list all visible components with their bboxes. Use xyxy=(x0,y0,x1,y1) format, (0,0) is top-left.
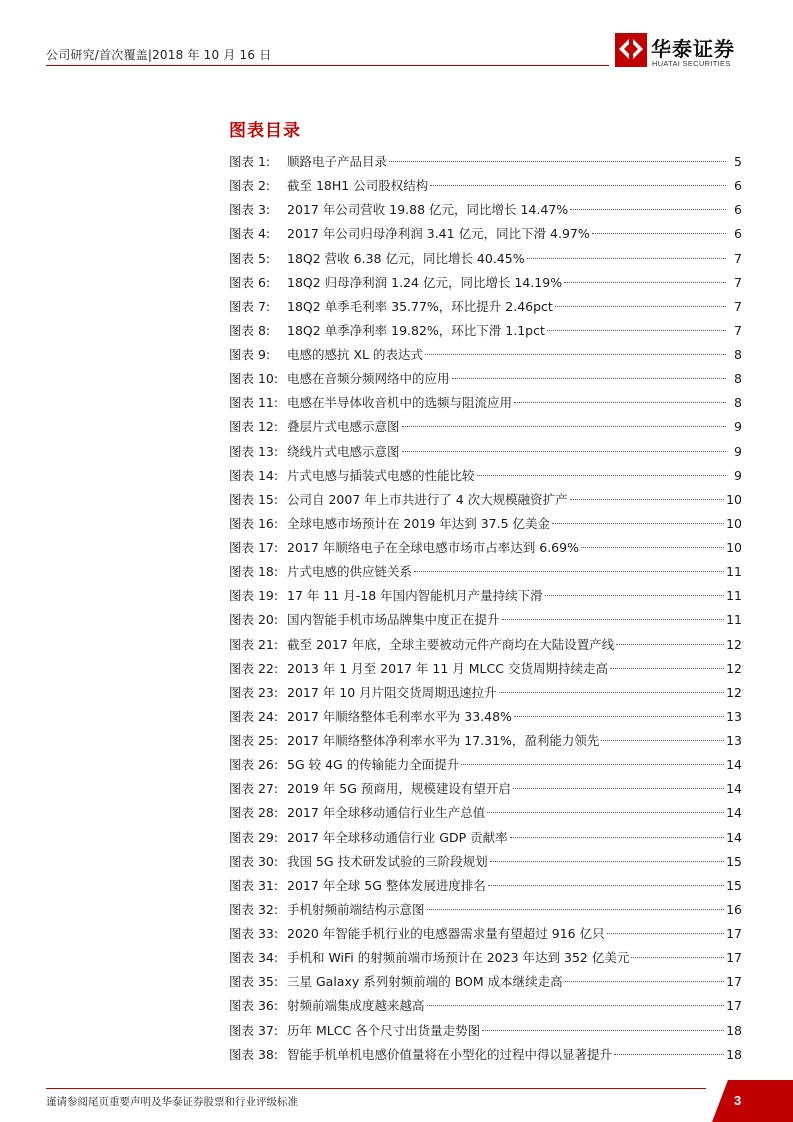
toc-entry-page: 8 xyxy=(734,395,742,411)
toc-entry-title: 全球电感市场预计在 2019 年达到 37.5 亿美金 xyxy=(287,515,551,531)
toc-dot-leader xyxy=(402,425,726,427)
toc-entry-label: 图表 28: xyxy=(229,805,279,821)
toc-entry-label: 图表 33: xyxy=(229,926,279,941)
toc-entry-title: 2017 年公司归母净利润 3.41 亿元，同比下滑 4.97% xyxy=(287,226,590,242)
toc-dot-leader xyxy=(547,329,726,331)
toc-entry-label: 图表 14: xyxy=(229,467,279,483)
toc-entry-page: 17 xyxy=(726,974,742,990)
toc-entry[interactable] xyxy=(229,681,742,705)
toc-entry-page: 9 xyxy=(734,467,742,483)
toc-entry-title: 历年 MLCC 各个尺寸出货量走势图 xyxy=(287,1022,481,1038)
toc-dot-leader xyxy=(570,498,724,500)
toc-dot-leader xyxy=(427,1004,725,1006)
toc-entry-page: 8 xyxy=(734,347,742,362)
toc-entry[interactable] xyxy=(229,247,742,271)
toc-dot-leader xyxy=(513,787,724,789)
toc-entry-label: 图表 34: xyxy=(229,950,279,966)
toc-dot-leader xyxy=(482,1029,724,1031)
toc-dot-leader xyxy=(425,353,726,355)
toc-entry-page: 18 xyxy=(726,1046,742,1062)
toc-entry-title: 18Q2 营收 6.38 亿元，同比增长 40.45% xyxy=(287,250,525,266)
toc-entry-title: 电感在半导体收音机中的选频与阻流应用 xyxy=(287,395,513,411)
toc-entry-label: 图表 35: xyxy=(229,974,279,990)
logo-english-name: HUATAI SECURITIES xyxy=(652,59,731,68)
toc-entry-page: 10 xyxy=(726,491,742,507)
toc-dot-leader xyxy=(564,281,726,283)
toc-entry-label: 图表 23: xyxy=(229,684,279,700)
footer-disclaimer: 谨请参阅尾页重要声明及华泰证券股票和行业评级标准 xyxy=(46,1096,298,1108)
toc-entry-title: 电感的感抗 XL 的表达式 xyxy=(287,347,423,362)
toc-entry-title: 公司自 2007 年上市共进行了 4 次大规模融资扩产 xyxy=(287,491,568,507)
toc-entry-title: 截至 18H1 公司股权结构 xyxy=(287,178,429,194)
toc-entry-title: 18Q2 单季毛利率 35.77%，环比提升 2.46pct xyxy=(287,298,553,314)
toc-entry-label: 图表 9: xyxy=(229,347,271,362)
toc-entry[interactable] xyxy=(229,512,742,536)
toc-dot-leader xyxy=(545,594,724,596)
toc-entry-title: 片式电感的供应链关系 xyxy=(287,564,413,580)
toc-entry[interactable] xyxy=(229,367,742,391)
toc-entry-label: 图表 38: xyxy=(229,1046,279,1062)
toc-entry-title: 2017 年顺络整体毛利率水平为 33.48% xyxy=(287,708,512,724)
toc-entry-page: 8 xyxy=(734,371,742,387)
toc-entry-title: 2017 年公司营收 19.88 亿元，同比增长 14.47% xyxy=(287,202,569,218)
toc-entry-label: 图表 5: xyxy=(229,250,271,266)
toc-entry-page: 7 xyxy=(734,322,742,338)
toc-dot-leader xyxy=(555,305,726,307)
toc-entry[interactable] xyxy=(229,440,742,464)
toc-dot-leader xyxy=(565,980,724,982)
toc-entry-title: 叠层片式电感示意图 xyxy=(287,419,400,435)
toc-entry-label: 图表 11: xyxy=(229,395,279,411)
toc-entry[interactable] xyxy=(229,657,742,681)
toc-entry[interactable] xyxy=(229,415,742,439)
toc-entry-title: 射频前端集成度越来越高 xyxy=(287,998,425,1014)
toc-entry-title: 2017 年全球移动通信行业生产总值 xyxy=(287,805,486,821)
toc-entry[interactable] xyxy=(229,608,742,632)
toc-entry-page: 11 xyxy=(726,564,742,580)
toc-entry[interactable] xyxy=(229,391,742,415)
toc-entry-title: 截至 2017 年底，全球主要被动元件产商均在大陆设置产线 xyxy=(287,636,615,652)
toc-dot-leader xyxy=(514,715,724,717)
toc-entry-page: 13 xyxy=(726,708,742,724)
toc-dot-leader xyxy=(607,932,725,934)
toc-entry[interactable] xyxy=(229,777,742,801)
toc-dot-leader xyxy=(488,884,724,886)
toc-entry-label: 图表 26: xyxy=(229,757,279,773)
toc-entry-label: 图表 20: xyxy=(229,612,279,628)
toc-entry-page: 15 xyxy=(726,853,742,869)
toc-entry-label: 图表 21: xyxy=(229,636,279,652)
toc-entry-page: 6 xyxy=(734,178,742,194)
toc-entry-label: 图表 25: xyxy=(229,733,279,748)
toc-entry[interactable] xyxy=(229,874,742,898)
toc-entry-title: 绕线片式电感示意图 xyxy=(287,443,400,459)
toc-entry[interactable] xyxy=(229,729,742,753)
toc-entry-page: 16 xyxy=(726,901,742,917)
footer-divider xyxy=(46,1088,706,1089)
toc-dot-leader xyxy=(592,232,726,234)
toc-entry-label: 图表 29: xyxy=(229,829,279,845)
toc-entry[interactable] xyxy=(229,826,742,850)
toc-entry[interactable] xyxy=(229,343,742,367)
toc-entry[interactable] xyxy=(229,898,742,922)
toc-entry-page: 10 xyxy=(726,540,742,555)
toc-entry-page: 17 xyxy=(726,998,742,1014)
toc-entry-title: 智能手机单机电感价值量将在小型化的过程中得以显著提升 xyxy=(287,1046,613,1062)
toc-entry-title: 18Q2 归母净利润 1.24 亿元，同比增长 14.19% xyxy=(287,274,563,290)
toc-dot-leader xyxy=(499,691,724,693)
page-number-tab xyxy=(712,1080,793,1122)
toc-entry-title: 2017 年顺络电子在全球电感市场市占率达到 6.69% xyxy=(287,540,579,555)
toc-entry[interactable] xyxy=(229,319,742,343)
toc-entry-page: 10 xyxy=(726,515,742,531)
toc-entry[interactable] xyxy=(229,488,742,512)
toc-entry-title: 我国 5G 技术研发试验的三阶段规划 xyxy=(287,853,488,869)
toc-entry-label: 图表 24: xyxy=(229,708,279,724)
toc-entry-page: 12 xyxy=(726,660,742,676)
toc-entry-title: 电感在音频分频网络中的应用 xyxy=(287,371,450,387)
toc-entry-title: 5G 较 4G 的传输能力全面提升 xyxy=(287,757,460,773)
toc-entry-title: 片式电感与插装式电感的性能比较 xyxy=(287,467,475,483)
toc-entry-label: 图表 15: xyxy=(229,491,279,507)
toc-entry-page: 9 xyxy=(734,419,742,435)
toc-dot-leader xyxy=(389,160,726,162)
toc-entry-page: 7 xyxy=(734,250,742,266)
toc-entry[interactable] xyxy=(229,295,742,319)
toc-entry-label: 图表 2: xyxy=(229,178,271,194)
toc-entry-label: 图表 4: xyxy=(229,226,271,242)
toc-entry-title: 手机和 WiFi 的射频前端市场预计在 2023 年达到 352 亿美元 xyxy=(287,950,630,966)
toc-entry-page: 15 xyxy=(726,877,742,893)
header-breadcrumb: 公司研究/首次覆盖|2018 年 10 月 16 日 xyxy=(46,48,272,62)
toc-entry[interactable] xyxy=(229,536,742,560)
toc-entry[interactable] xyxy=(229,584,742,608)
toc-entry-page: 14 xyxy=(726,805,742,821)
toc-entry[interactable] xyxy=(229,222,742,246)
toc-entry-label: 图表 36: xyxy=(229,998,279,1014)
toc-dot-leader xyxy=(487,811,724,813)
toc-dot-leader xyxy=(552,522,724,524)
toc-entry-page: 14 xyxy=(726,781,742,797)
toc-dot-leader xyxy=(477,474,726,476)
toc-entry-page: 11 xyxy=(726,588,742,604)
toc-entry-page: 11 xyxy=(726,612,742,628)
toc-dot-leader xyxy=(631,956,724,958)
toc-entry[interactable] xyxy=(229,150,742,174)
toc-entry-label: 图表 17: xyxy=(229,540,279,555)
toc-entry-page: 9 xyxy=(734,443,742,459)
toc-entry-page: 6 xyxy=(734,202,742,218)
toc-entry[interactable] xyxy=(229,705,742,729)
toc-entry-label: 图表 8: xyxy=(229,322,271,338)
toc-entry[interactable] xyxy=(229,850,742,874)
toc-entry-label: 图表 10: xyxy=(229,371,279,387)
toc-entry-page: 7 xyxy=(734,274,742,290)
toc-entry[interactable] xyxy=(229,464,742,488)
toc-dot-leader xyxy=(527,257,726,259)
toc-entry-page: 6 xyxy=(734,226,742,242)
toc-entry-title: 17 年 11 月-18 年国内智能机月产量持续下滑 xyxy=(287,588,543,604)
toc-dot-leader xyxy=(581,546,724,548)
toc-entry-label: 图表 22: xyxy=(229,660,279,676)
toc-entry-label: 图表 1: xyxy=(229,154,271,169)
toc-entry-title: 2019 年 5G 预商用，规模建设有望开启 xyxy=(287,781,511,797)
toc-entry-title: 三星 Galaxy 系列射频前端的 BOM 成本继续走高 xyxy=(287,974,563,990)
header-divider xyxy=(46,65,609,66)
table-of-figures xyxy=(229,150,742,1067)
toc-entry-title: 国内智能手机市场品牌集中度正在提升 xyxy=(287,612,500,628)
toc-entry-page: 17 xyxy=(726,950,742,966)
logo-chinese-name: 华泰证券 xyxy=(651,37,735,61)
toc-dot-leader xyxy=(601,739,724,741)
toc-entry-page: 12 xyxy=(726,636,742,652)
toc-entry-page: 5 xyxy=(734,154,742,169)
toc-dot-leader xyxy=(430,184,726,186)
toc-entry-label: 图表 30: xyxy=(229,853,279,869)
toc-entry-page: 18 xyxy=(726,1022,742,1038)
toc-entry[interactable] xyxy=(229,946,742,970)
toc-dot-leader xyxy=(616,643,724,645)
huatai-logo-icon xyxy=(615,33,647,67)
toc-entry-label: 图表 3: xyxy=(229,202,271,218)
toc-dot-leader xyxy=(490,860,725,862)
toc-entry-page: 17 xyxy=(726,926,742,941)
toc-entry-page: 14 xyxy=(726,829,742,845)
toc-dot-leader xyxy=(414,570,724,572)
toc-entry-label: 图表 7: xyxy=(229,298,271,314)
toc-dot-leader xyxy=(452,377,726,379)
toc-entry[interactable] xyxy=(229,271,742,295)
toc-entry[interactable] xyxy=(229,198,742,222)
toc-entry-title: 手机射频前端结构示意图 xyxy=(287,901,425,917)
toc-entry-label: 图表 32: xyxy=(229,901,279,917)
page-title: 图表目录 xyxy=(229,121,301,141)
toc-dot-leader xyxy=(570,208,726,210)
toc-entry-title: 2017 年全球移动通信行业 GDP 贡献率 xyxy=(287,829,508,845)
toc-entry[interactable] xyxy=(229,801,742,825)
toc-entry[interactable] xyxy=(229,174,742,198)
toc-entry-title: 2017 年全球 5G 整体发展进度排名 xyxy=(287,877,486,893)
toc-entry-label: 图表 6: xyxy=(229,274,271,290)
toc-dot-leader xyxy=(461,763,724,765)
toc-entry-label: 图表 31: xyxy=(229,877,279,893)
toc-dot-leader xyxy=(402,450,726,452)
toc-entry[interactable] xyxy=(229,1043,742,1067)
toc-dot-leader xyxy=(427,908,725,910)
toc-entry[interactable] xyxy=(229,633,742,657)
toc-entry-label: 图表 37: xyxy=(229,1022,279,1038)
toc-entry[interactable] xyxy=(229,970,742,994)
toc-dot-leader xyxy=(502,618,725,620)
toc-entry-title: 18Q2 单季净利率 19.82%，环比下滑 1.1pct xyxy=(287,322,545,338)
company-logo xyxy=(615,33,755,69)
page-number: 3 xyxy=(734,1093,742,1108)
toc-entry-title: 2013 年 1 月至 2017 年 11 月 MLCC 交货周期持续走高 xyxy=(287,660,608,676)
toc-entry-label: 图表 18: xyxy=(229,564,279,580)
toc-entry-label: 图表 27: xyxy=(229,781,279,797)
toc-entry-title: 2020 年智能手机行业的电感器需求量有望超过 916 亿只 xyxy=(287,926,605,941)
toc-entry-label: 图表 13: xyxy=(229,443,279,459)
toc-entry[interactable] xyxy=(229,994,742,1018)
toc-entry-label: 图表 16: xyxy=(229,515,279,531)
toc-dot-leader xyxy=(514,401,726,403)
toc-entry-title: 2017 年 10 月片阻交货周期迅速拉升 xyxy=(287,684,497,700)
toc-entry-page: 12 xyxy=(726,684,742,700)
toc-entry-label: 图表 19: xyxy=(229,588,279,604)
toc-entry-page: 7 xyxy=(734,298,742,314)
toc-entry-title: 顺路电子产品目录 xyxy=(287,154,388,169)
toc-dot-leader xyxy=(510,836,725,838)
toc-entry-label: 图表 12: xyxy=(229,419,279,435)
toc-entry-page: 14 xyxy=(726,757,742,773)
toc-entry-title: 2017 年顺络整体净利率水平为 17.31%，盈利能力领先 xyxy=(287,733,600,748)
toc-entry-page: 13 xyxy=(726,733,742,748)
toc-entry[interactable] xyxy=(229,1019,742,1043)
toc-dot-leader xyxy=(614,1053,724,1055)
toc-entry[interactable] xyxy=(229,560,742,584)
toc-dot-leader xyxy=(610,667,724,669)
toc-entry[interactable] xyxy=(229,922,742,946)
toc-entry[interactable] xyxy=(229,753,742,777)
